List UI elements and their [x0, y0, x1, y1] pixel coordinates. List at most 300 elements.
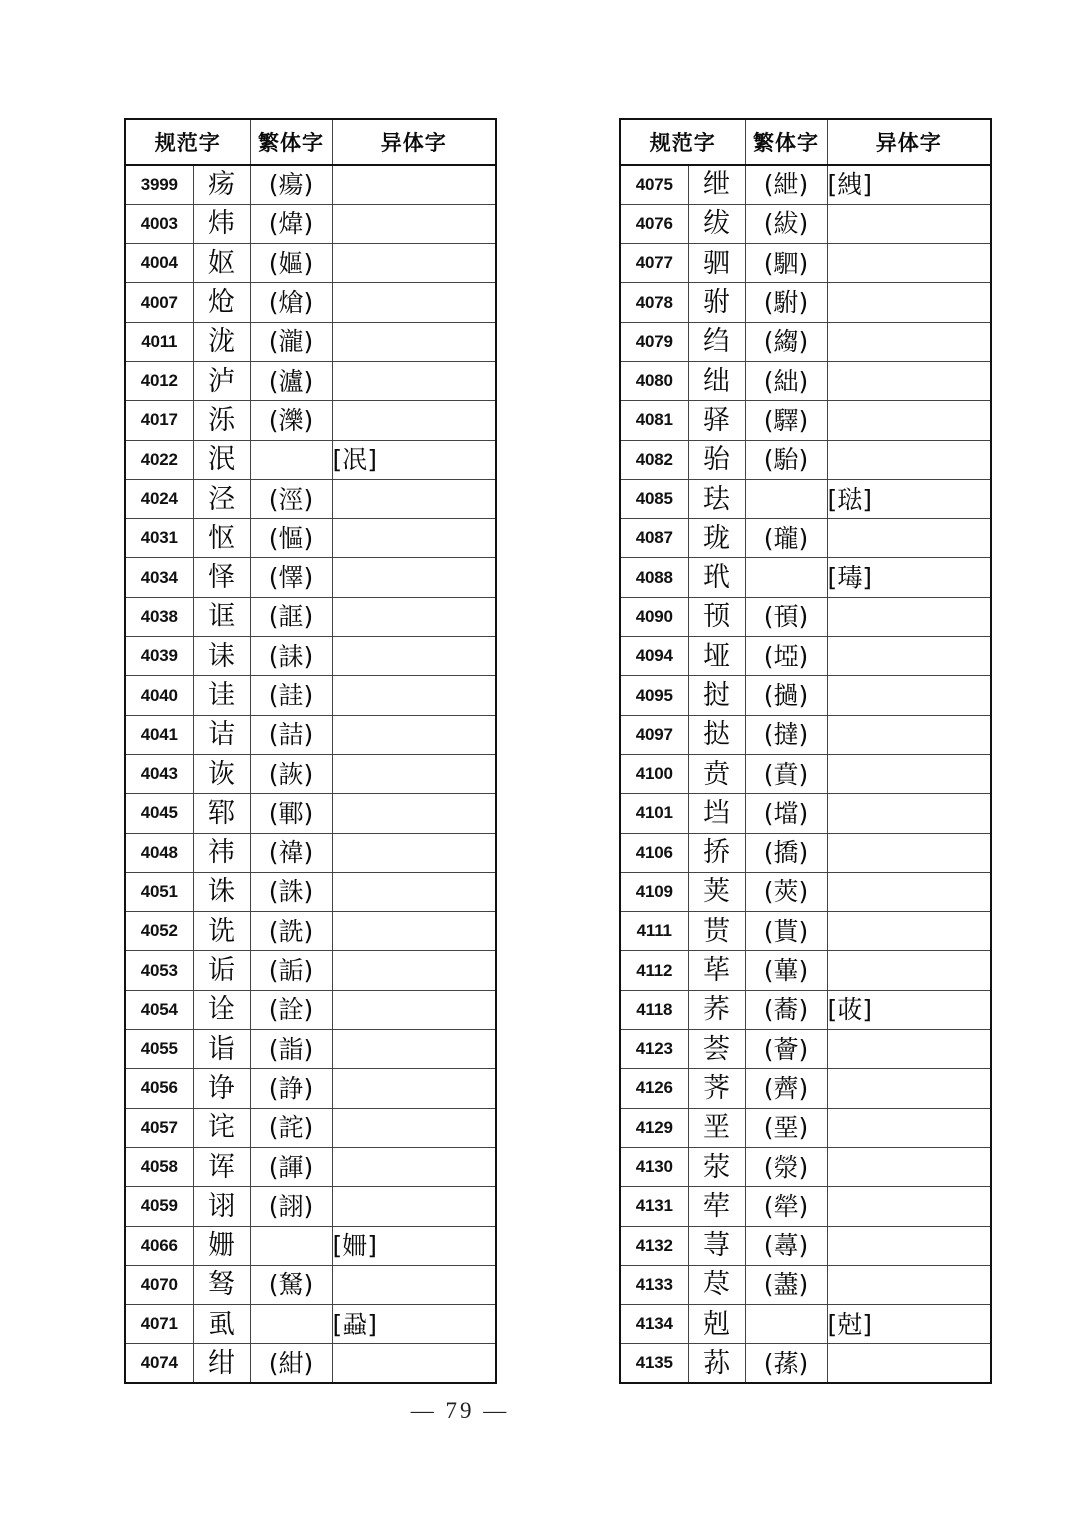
entry-number: 4123 — [620, 1030, 688, 1069]
entry-number: 4038 — [125, 597, 193, 636]
variant-character — [332, 1147, 496, 1186]
entry-number: 4076 — [620, 204, 688, 243]
variant-character: [瑇] — [827, 558, 991, 597]
variant-character — [332, 1069, 496, 1108]
entry-number: 4135 — [620, 1344, 688, 1383]
table-row — [620, 1187, 991, 1226]
table-row — [125, 361, 496, 400]
header-row — [620, 119, 991, 165]
standard-character: 挢 — [688, 833, 745, 872]
traditional-character: (誅) — [250, 872, 332, 911]
variant-character: [蝨] — [332, 1305, 496, 1344]
traditional-character: (壋) — [745, 794, 827, 833]
entry-number: 4085 — [620, 479, 688, 518]
standard-character: 怿 — [193, 558, 250, 597]
traditional-character: (犖) — [745, 1187, 827, 1226]
traditional-character: (蕎) — [745, 990, 827, 1029]
table-row — [620, 1305, 991, 1344]
standard-character: 诛 — [193, 872, 250, 911]
variant-character — [332, 1030, 496, 1069]
traditional-character: (禕) — [250, 833, 332, 872]
standard-character: 怄 — [193, 519, 250, 558]
traditional-character: (撾) — [745, 676, 827, 715]
traditional-character: (驛) — [745, 401, 827, 440]
variant-character — [827, 754, 991, 793]
table-row — [620, 283, 991, 322]
table-row — [620, 322, 991, 361]
table-row — [620, 1108, 991, 1147]
entry-number: 4024 — [125, 479, 193, 518]
traditional-character: (蓀) — [745, 1344, 827, 1383]
standard-character: 疡 — [193, 165, 250, 204]
standard-character: 绂 — [688, 204, 745, 243]
variant-character — [332, 951, 496, 990]
traditional-character: (涇) — [250, 479, 332, 518]
standard-character: 泸 — [193, 361, 250, 400]
table-row — [620, 951, 991, 990]
entry-number: 4097 — [620, 715, 688, 754]
variant-character — [332, 833, 496, 872]
entry-number: 4094 — [620, 637, 688, 676]
standard-character: 珐 — [688, 479, 745, 518]
table-body-right — [620, 165, 991, 1383]
standard-character: 贳 — [688, 912, 745, 951]
traditional-character: (絀) — [745, 361, 827, 400]
variant-character — [827, 676, 991, 715]
variant-character — [827, 440, 991, 479]
table-row — [125, 597, 496, 636]
variant-character: [琺] — [827, 479, 991, 518]
variant-character — [332, 872, 496, 911]
standard-character: 妪 — [193, 244, 250, 283]
standard-character: 绌 — [688, 361, 745, 400]
traditional-character: (薺) — [745, 1069, 827, 1108]
entry-number: 4080 — [620, 361, 688, 400]
table-row — [620, 1147, 991, 1186]
standard-character: 珑 — [688, 519, 745, 558]
entry-number: 4101 — [620, 794, 688, 833]
table-row — [620, 401, 991, 440]
traditional-character: (詫) — [250, 1108, 332, 1147]
standard-character: 荦 — [688, 1187, 745, 1226]
table-row — [620, 1265, 991, 1304]
entry-number: 4070 — [125, 1265, 193, 1304]
entry-number: 4059 — [125, 1187, 193, 1226]
variant-character — [332, 1344, 496, 1383]
variant-character — [332, 912, 496, 951]
standard-character: 垩 — [688, 1108, 745, 1147]
entry-number: 4106 — [620, 833, 688, 872]
traditional-character: (埡) — [745, 637, 827, 676]
traditional-character: (蓽) — [745, 951, 827, 990]
standard-character: 挝 — [688, 676, 745, 715]
character-table-left — [124, 118, 497, 1384]
standard-character: 绉 — [688, 322, 745, 361]
table-row — [125, 637, 496, 676]
standard-character: 垭 — [688, 637, 745, 676]
table-row — [125, 165, 496, 204]
variant-character — [827, 1265, 991, 1304]
entry-number: 4041 — [125, 715, 193, 754]
variant-character — [827, 872, 991, 911]
standard-character: 绁 — [688, 165, 745, 204]
traditional-character — [250, 1305, 332, 1344]
entry-number: 4131 — [620, 1187, 688, 1226]
entry-number: 4056 — [125, 1069, 193, 1108]
standard-character: 荪 — [688, 1344, 745, 1383]
traditional-character: (駟) — [745, 244, 827, 283]
column-header-variant: 异体字 — [332, 119, 496, 165]
table-row — [620, 440, 991, 479]
traditional-character: (瓏) — [745, 519, 827, 558]
table-row — [620, 519, 991, 558]
tables-area — [0, 118, 1080, 1384]
entry-number: 4130 — [620, 1147, 688, 1186]
table-row — [125, 479, 496, 518]
entry-number: 4031 — [125, 519, 193, 558]
character-table-right — [619, 118, 992, 1384]
header-row — [125, 119, 496, 165]
table-row — [620, 912, 991, 951]
traditional-character: (詰) — [250, 715, 332, 754]
column-header-traditional: 繁体字 — [745, 119, 827, 165]
entry-number: 3999 — [125, 165, 193, 204]
standard-character: 诟 — [193, 951, 250, 990]
traditional-character: (賁) — [745, 754, 827, 793]
traditional-character: (紱) — [745, 204, 827, 243]
table-row — [620, 597, 991, 636]
variant-character — [332, 637, 496, 676]
standard-character: 诧 — [193, 1108, 250, 1147]
variant-character — [332, 1265, 496, 1304]
entry-number: 4133 — [620, 1265, 688, 1304]
traditional-character: (諍) — [250, 1069, 332, 1108]
standard-character: 姗 — [193, 1226, 250, 1265]
entry-number: 4078 — [620, 283, 688, 322]
standard-character: 泯 — [193, 440, 250, 479]
table-row — [125, 1187, 496, 1226]
traditional-character: (縐) — [745, 322, 827, 361]
entry-number: 4048 — [125, 833, 193, 872]
traditional-character: (駑) — [250, 1265, 332, 1304]
right-table-wrapper — [619, 118, 992, 1384]
table-row — [125, 1226, 496, 1265]
standard-character: 泺 — [193, 401, 250, 440]
table-header-right — [620, 119, 991, 165]
table-row — [620, 1030, 991, 1069]
variant-character — [827, 1147, 991, 1186]
table-row — [620, 204, 991, 243]
standard-character: 驿 — [688, 401, 745, 440]
table-row — [125, 401, 496, 440]
table-row — [125, 204, 496, 243]
standard-character: 骀 — [688, 440, 745, 479]
variant-character — [827, 283, 991, 322]
variant-character — [827, 1030, 991, 1069]
table-row — [125, 1265, 496, 1304]
variant-character — [332, 794, 496, 833]
table-row — [125, 833, 496, 872]
entry-number: 4054 — [125, 990, 193, 1029]
table-row — [620, 637, 991, 676]
standard-character: 荚 — [688, 872, 745, 911]
entry-number: 4100 — [620, 754, 688, 793]
table-row — [620, 833, 991, 872]
traditional-character — [745, 558, 827, 597]
entry-number: 4052 — [125, 912, 193, 951]
variant-character — [332, 990, 496, 1029]
table-row — [125, 1069, 496, 1108]
variant-character — [827, 597, 991, 636]
column-header-variant: 异体字 — [827, 119, 991, 165]
traditional-character: (濼) — [250, 401, 332, 440]
traditional-character: (撟) — [745, 833, 827, 872]
entry-number: 4017 — [125, 401, 193, 440]
variant-character — [332, 204, 496, 243]
traditional-character: (詮) — [250, 990, 332, 1029]
standard-character: 剋 — [688, 1305, 745, 1344]
standard-character: 诨 — [193, 1147, 250, 1186]
table-row — [125, 1147, 496, 1186]
table-row — [125, 990, 496, 1029]
variant-character — [827, 361, 991, 400]
table-row — [620, 872, 991, 911]
entry-number: 4007 — [125, 283, 193, 322]
standard-character: 诔 — [193, 637, 250, 676]
entry-number: 4129 — [620, 1108, 688, 1147]
table-row — [125, 951, 496, 990]
variant-character — [827, 833, 991, 872]
variant-character — [332, 1108, 496, 1147]
traditional-character: (嫗) — [250, 244, 332, 283]
entry-number: 4132 — [620, 1226, 688, 1265]
table-row — [620, 676, 991, 715]
traditional-character: (懌) — [250, 558, 332, 597]
variant-character — [827, 1187, 991, 1226]
traditional-character: (鄆) — [250, 794, 332, 833]
entry-number: 4111 — [620, 912, 688, 951]
entry-number: 4066 — [125, 1226, 193, 1265]
standard-character: 祎 — [193, 833, 250, 872]
variant-character — [827, 519, 991, 558]
traditional-character: (瘍) — [250, 165, 332, 204]
entry-number: 4053 — [125, 951, 193, 990]
traditional-character: (頇) — [745, 597, 827, 636]
variant-character — [332, 558, 496, 597]
entry-number: 4004 — [125, 244, 193, 283]
standard-character: 诓 — [193, 597, 250, 636]
entry-number: 4034 — [125, 558, 193, 597]
variant-character — [827, 794, 991, 833]
entry-number: 4087 — [620, 519, 688, 558]
table-row — [125, 558, 496, 597]
traditional-character: (詿) — [250, 676, 332, 715]
traditional-character: (莢) — [745, 872, 827, 911]
variant-character — [332, 1187, 496, 1226]
traditional-character: (駙) — [745, 283, 827, 322]
column-header-traditional: 繁体字 — [250, 119, 332, 165]
traditional-character: (瀘) — [250, 361, 332, 400]
entry-number: 4134 — [620, 1305, 688, 1344]
standard-character: 虱 — [193, 1305, 250, 1344]
table-row — [620, 754, 991, 793]
entry-number: 4075 — [620, 165, 688, 204]
variant-character — [332, 676, 496, 715]
traditional-character: (熗) — [250, 283, 332, 322]
standard-character: 诘 — [193, 715, 250, 754]
traditional-character: (詡) — [250, 1187, 332, 1226]
traditional-character: (貰) — [745, 912, 827, 951]
table-row — [620, 558, 991, 597]
entry-number: 4055 — [125, 1030, 193, 1069]
variant-character — [332, 165, 496, 204]
table-row — [125, 754, 496, 793]
table-row — [620, 794, 991, 833]
standard-character: 诤 — [193, 1069, 250, 1108]
standard-character: 荟 — [688, 1030, 745, 1069]
entry-number: 4088 — [620, 558, 688, 597]
table-row — [125, 1344, 496, 1383]
table-row — [125, 244, 496, 283]
traditional-character: (詵) — [250, 912, 332, 951]
variant-character — [332, 322, 496, 361]
standard-character: 诖 — [193, 676, 250, 715]
column-header-standard: 规范字 — [125, 119, 250, 165]
traditional-character: (詼) — [250, 754, 332, 793]
variant-character: [冺] — [332, 440, 496, 479]
variant-character — [332, 401, 496, 440]
variant-character — [332, 244, 496, 283]
traditional-character — [250, 1226, 332, 1265]
traditional-character: (薈) — [745, 1030, 827, 1069]
standard-character: 诙 — [193, 754, 250, 793]
traditional-character: (諢) — [250, 1147, 332, 1186]
traditional-character: (詣) — [250, 1030, 332, 1069]
left-table-wrapper — [124, 118, 497, 1384]
variant-character: [姍] — [332, 1226, 496, 1265]
variant-character — [827, 912, 991, 951]
variant-character — [827, 204, 991, 243]
table-row — [620, 244, 991, 283]
table-row — [125, 283, 496, 322]
standard-character: 荜 — [688, 951, 745, 990]
variant-character — [827, 1069, 991, 1108]
variant-character — [827, 401, 991, 440]
table-row — [125, 794, 496, 833]
entry-number: 4079 — [620, 322, 688, 361]
table-row — [125, 676, 496, 715]
standard-character: 炝 — [193, 283, 250, 322]
standard-character: 贲 — [688, 754, 745, 793]
standard-character: 诜 — [193, 912, 250, 951]
entry-number: 4126 — [620, 1069, 688, 1108]
variant-character — [332, 361, 496, 400]
table-body-left — [125, 165, 496, 1383]
entry-number: 4011 — [125, 322, 193, 361]
traditional-character — [250, 440, 332, 479]
standard-character: 驽 — [193, 1265, 250, 1304]
standard-character: 泾 — [193, 479, 250, 518]
table-row — [620, 1226, 991, 1265]
table-row — [125, 1108, 496, 1147]
entry-number: 4074 — [125, 1344, 193, 1383]
entry-number: 4082 — [620, 440, 688, 479]
entry-number: 4043 — [125, 754, 193, 793]
table-row — [620, 165, 991, 204]
entry-number: 4012 — [125, 361, 193, 400]
standard-character: 泷 — [193, 322, 250, 361]
standard-character: 炜 — [193, 204, 250, 243]
entry-number: 4071 — [125, 1305, 193, 1344]
table-header-left — [125, 119, 496, 165]
entry-number: 4045 — [125, 794, 193, 833]
traditional-character: (撻) — [745, 715, 827, 754]
variant-character — [827, 1226, 991, 1265]
traditional-character: (誆) — [250, 597, 332, 636]
variant-character — [332, 283, 496, 322]
standard-character: 绀 — [193, 1344, 250, 1383]
variant-character — [827, 1108, 991, 1147]
standard-character: 顸 — [688, 597, 745, 636]
traditional-character: (蕁) — [745, 1226, 827, 1265]
traditional-character: (紲) — [745, 165, 827, 204]
variant-character: [尅] — [827, 1305, 991, 1344]
standard-character: 玳 — [688, 558, 745, 597]
table-row — [125, 872, 496, 911]
entry-number: 4118 — [620, 990, 688, 1029]
standard-character: 诠 — [193, 990, 250, 1029]
traditional-character: (堊) — [745, 1108, 827, 1147]
variant-character — [332, 754, 496, 793]
entry-number: 4003 — [125, 204, 193, 243]
standard-character: 荞 — [688, 990, 745, 1029]
table-row — [125, 912, 496, 951]
standard-character: 挞 — [688, 715, 745, 754]
standard-character: 荠 — [688, 1069, 745, 1108]
column-header-standard: 规范字 — [620, 119, 745, 165]
traditional-character: (紺) — [250, 1344, 332, 1383]
entry-number: 4090 — [620, 597, 688, 636]
table-row — [125, 440, 496, 479]
table-row — [620, 1069, 991, 1108]
traditional-character: (藎) — [745, 1265, 827, 1304]
entry-number: 4109 — [620, 872, 688, 911]
traditional-character: (煒) — [250, 204, 332, 243]
table-row — [125, 1030, 496, 1069]
entry-number: 4077 — [620, 244, 688, 283]
table-row — [125, 715, 496, 754]
standard-character: 郓 — [193, 794, 250, 833]
entry-number: 4058 — [125, 1147, 193, 1186]
variant-character — [827, 951, 991, 990]
standard-character: 驸 — [688, 283, 745, 322]
entry-number: 4051 — [125, 872, 193, 911]
entry-number: 4095 — [620, 676, 688, 715]
traditional-character — [745, 1305, 827, 1344]
variant-character — [332, 715, 496, 754]
variant-character — [827, 637, 991, 676]
table-row — [620, 1344, 991, 1383]
entry-number: 4057 — [125, 1108, 193, 1147]
variant-character — [332, 479, 496, 518]
variant-character — [827, 715, 991, 754]
traditional-character: (慪) — [250, 519, 332, 558]
traditional-character: (駘) — [745, 440, 827, 479]
traditional-character: (詬) — [250, 951, 332, 990]
traditional-character: (滎) — [745, 1147, 827, 1186]
traditional-character: (瀧) — [250, 322, 332, 361]
variant-character: [絏] — [827, 165, 991, 204]
